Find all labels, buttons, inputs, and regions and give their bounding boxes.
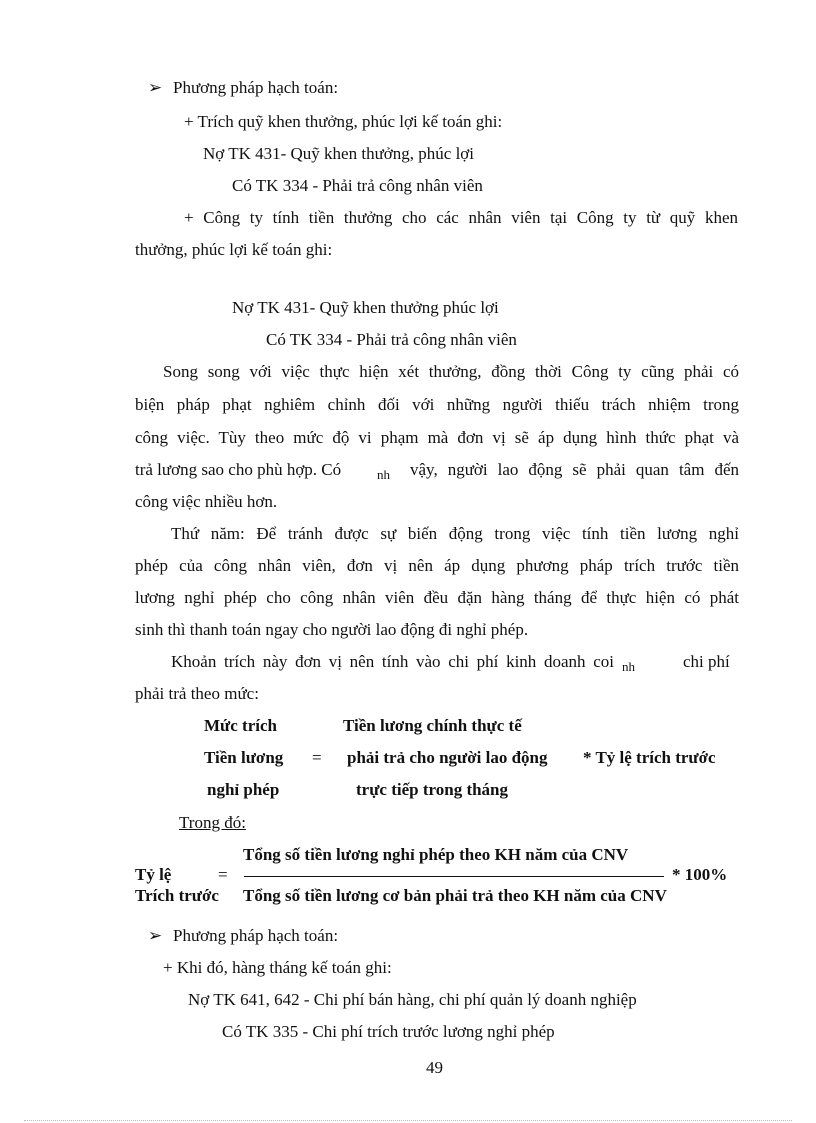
formula-left-line: Tiền lương (204, 748, 284, 767)
arrow-bullet-icon: ➢ (148, 78, 163, 97)
paragraph-line: lương nghỉ phép cho công nhân viên đều đặn hàng tháng để thực hiện có phát (135, 588, 739, 607)
credit-entry: Có TK 334 - Phải trả công nhân viên (232, 176, 483, 195)
equals-sign: = (218, 865, 228, 884)
arrow-bullet-icon: ➢ (148, 926, 163, 945)
page-bottom-border (24, 1120, 792, 1121)
formula-multiplier: * Tỷ lệ trích trước (583, 748, 716, 767)
paragraph-line: biện pháp phạt nghiêm chỉnh đối với những người thiếu trách nhiệm trong (135, 395, 739, 414)
paragraph-line: Khoản trích này đơn vị nên tính vào chi phí kinh doanh coi (171, 652, 614, 671)
inline-small-text: nh (377, 467, 390, 482)
item-label-line1: + Công ty tính tiền thưởng cho các nhân viên tại Công ty từ quỹ khen (184, 208, 738, 227)
fraction-denominator: Tổng số tiền lương cơ bản phải trả theo KH năm của CNV (243, 886, 667, 905)
formula-left-bottom: Trích trước (135, 886, 219, 905)
where-label: Trong đó: (179, 813, 246, 832)
fraction-line (244, 876, 664, 877)
item-label: + Trích quỹ khen thưởng, phúc lợi kế toán ghi: (184, 112, 503, 131)
formula-right-line: phải trả cho người lao động (347, 748, 548, 767)
formula-left-top: Tỷ lệ (135, 865, 172, 884)
formula-right-line: trực tiếp trong tháng (356, 780, 509, 799)
credit-entry: Có TK 335 - Chi phí trích trước lương nghỉ phép (222, 1022, 555, 1041)
paragraph-line: công việc nhiều hơn. (135, 492, 278, 511)
page-number: 49 (426, 1058, 443, 1077)
formula-multiplier: * 100% (672, 865, 728, 884)
paragraph-line: trả lương sao cho phù hợp. Có (135, 460, 342, 479)
paragraph-line: phép của công nhân viên, đơn vị nên áp dụng phương pháp trích trước tiền (135, 556, 739, 575)
paragraph-line: vậy, người lao động sẽ phải quan tâm đến (410, 460, 739, 479)
paragraph-line: chi phí (683, 652, 730, 671)
equals-sign: = (312, 748, 322, 767)
paragraph-line: phải trả theo mức: (135, 684, 259, 703)
paragraph-line: Thứ năm: Để tránh được sự biến động trong việc tính tiền lương nghỉ (171, 524, 739, 543)
paragraph-line: công việc. Tùy theo mức độ vi phạm mà đơn vị sẽ áp dụng hình thức phạt và (135, 428, 739, 447)
debit-entry: Nợ TK 431- Quỹ khen thưởng, phúc lợi (203, 144, 475, 163)
credit-entry: Có TK 334 - Phải trả công nhân viên (266, 330, 517, 349)
debit-entry: Nợ TK 431- Quỹ khen thưởng phúc lợi (232, 298, 499, 317)
section-heading: Phương pháp hạch toán: (173, 78, 339, 97)
paragraph-line: sinh thì thanh toán ngay cho người lao động đi nghỉ phép. (135, 620, 529, 639)
formula-right-line: Tiền lương chính thực tế (343, 716, 522, 735)
item-label-line2: thưởng, phúc lợi kế toán ghi: (135, 240, 333, 259)
paragraph-line: Song song với việc thực hiện xét thưởng, đồng thời Công ty cũng phải có (163, 362, 739, 381)
inline-small-text: nh (622, 659, 635, 674)
item-label: + Khi đó, hàng tháng kế toán ghi: (163, 958, 392, 977)
fraction-numerator: Tổng số tiền lương nghỉ phép theo KH năm của CNV (243, 845, 629, 864)
formula-left-line: nghỉ phép (207, 780, 280, 799)
debit-entry: Nợ TK 641, 642 - Chi phí bán hàng, chi phí quản lý doanh nghiệp (188, 990, 637, 1009)
section-heading: Phương pháp hạch toán: (173, 926, 339, 945)
formula-left-line: Mức trích (204, 716, 277, 735)
